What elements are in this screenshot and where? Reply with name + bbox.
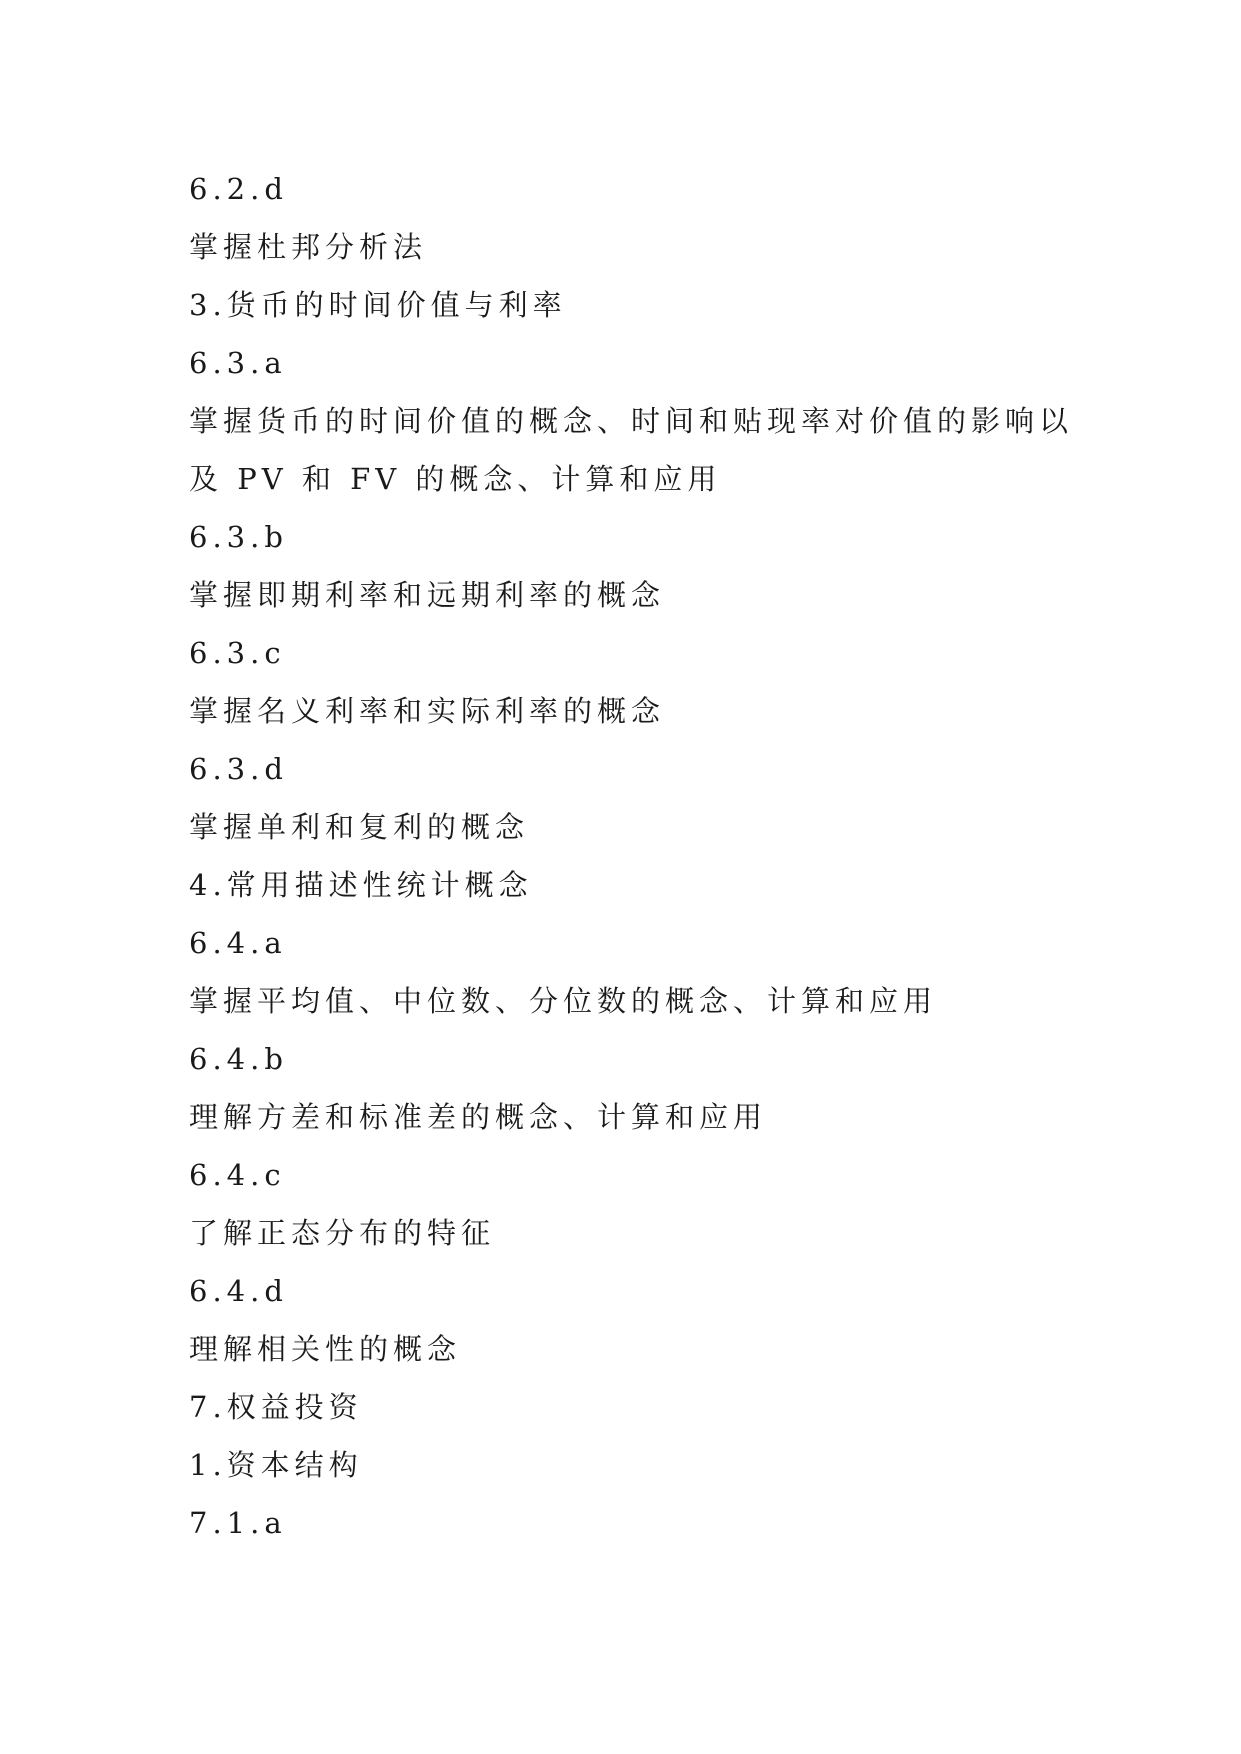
section-code: 6.2.d: [189, 172, 288, 206]
document-body: [189, 160, 1074, 1552]
section-description: 掌握即期利率和远期利率的概念: [189, 578, 666, 612]
section-code: 6.4.d: [189, 1274, 288, 1308]
section-heading: 4.常用描述性统计概念: [189, 868, 533, 902]
section-code: 6.3.c: [189, 636, 286, 670]
chapter-heading: 7.权益投资: [189, 1390, 363, 1424]
section-description: 理解方差和标准差的概念、计算和应用: [189, 1100, 768, 1134]
section-code: 6.3.a: [189, 346, 287, 380]
section-heading: 3.货币的时间价值与利率: [189, 288, 567, 322]
section-code: 6.4.c: [189, 1158, 286, 1192]
section-code: 7.1.a: [189, 1506, 287, 1540]
section-heading: 1.资本结构: [189, 1448, 363, 1482]
section-description: 了解正态分布的特征: [189, 1216, 496, 1250]
section-description: 掌握单利和复利的概念: [189, 810, 530, 844]
section-description: 掌握平均值、中位数、分位数的概念、计算和应用: [189, 984, 938, 1018]
section-code: 6.4.a: [189, 926, 287, 960]
section-description: 掌握货币的时间价值的概念、时间和贴现率对价值的影响以: [189, 404, 1074, 438]
section-description: 掌握杜邦分析法: [189, 230, 428, 264]
section-description-continued: 及 PV 和 FV 的概念、计算和应用: [189, 462, 722, 496]
section-code: 6.4.b: [189, 1042, 288, 1076]
section-code: 6.3.d: [189, 752, 288, 786]
section-code: 6.3.b: [189, 520, 288, 554]
section-description: 理解相关性的概念: [189, 1332, 462, 1366]
section-description: 掌握名义利率和实际利率的概念: [189, 694, 666, 728]
